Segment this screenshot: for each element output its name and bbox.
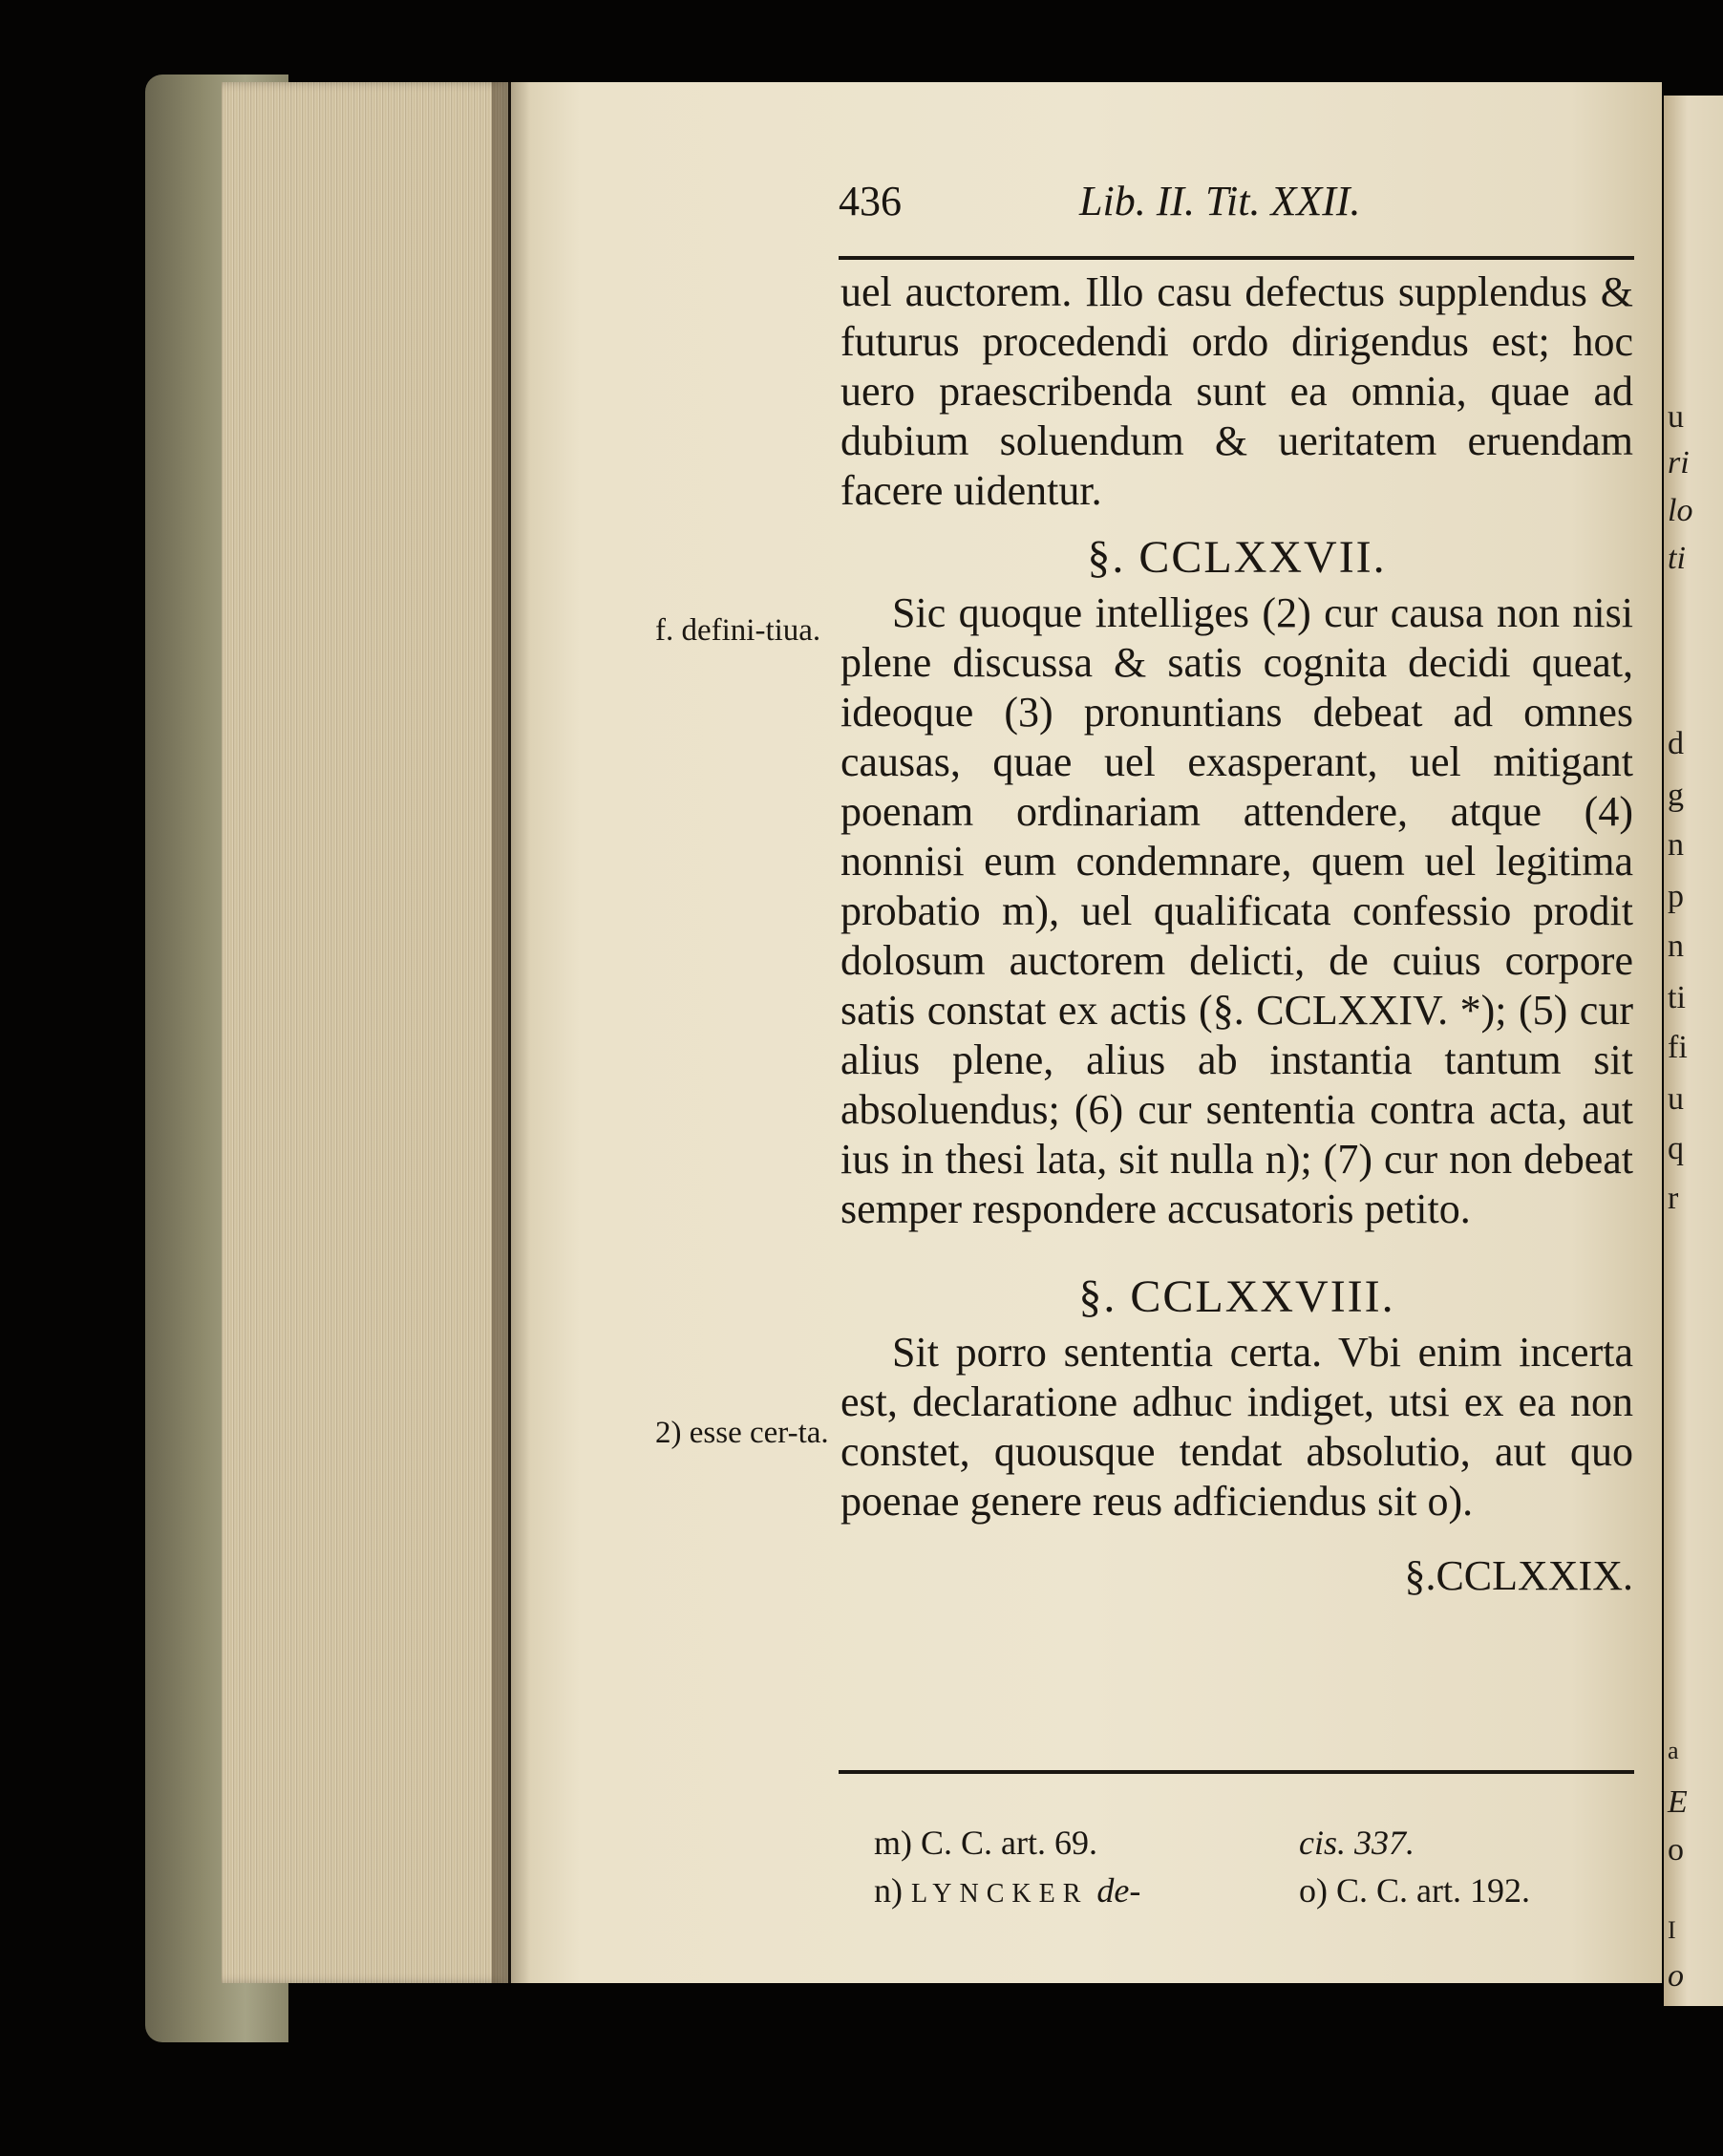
footnote-n (874, 1867, 1140, 1918)
facing-fragment: q (1668, 1131, 1684, 1166)
facing-fragment: g (1668, 778, 1684, 813)
running-head (839, 177, 1631, 234)
footnote-cis: cis. 337. (1299, 1824, 1415, 1862)
facing-fragment: o (1668, 1958, 1684, 1994)
page-number: 436 (839, 178, 902, 224)
footnote-n-prefix: n) (874, 1871, 903, 1910)
facing-fragment: u (1668, 399, 1684, 435)
header-rule (839, 256, 1634, 260)
facing-fragment: d (1668, 726, 1684, 761)
spine-shadow (492, 82, 530, 1983)
paragraph: Sic quoque intelliges (2) cur causa non nisi plene discussa & satis cognita decidi queat, ideoque (3) pronuntians debeat ad omnes causas, quae uel exasperant, uel mitigant poenam ordinariam attendere, atque (4) nonnisi eum condemnare, quem uel legitima probatio m), uel qualificata confessio prodit dolosum auctorem delicti, de cuius corpore satis constat ex actis (§. CCLXXIV. *); (5) cur alius plene, alius ab instantia tantum sit absoluendus; (6) cur sententia contra acta, aut ius in thesi lata, sit nulla n); (7) cur non debeat semper respondere accusatoris petito. (840, 589, 1633, 1232)
catchword: §.CCLXXIX. (1404, 1552, 1633, 1599)
facing-fragment: n (1668, 929, 1684, 964)
footnote-n-author: LYNCKER (911, 1879, 1089, 1909)
margin-note: 2) esse cer-ta. (655, 1416, 829, 1450)
section-heading: §. CCLXXVIII. (1078, 1271, 1395, 1322)
facing-page-edge (1664, 96, 1723, 2006)
running-title: Lib. II. Tit. XXII. (1079, 178, 1361, 224)
page-block-edges (222, 82, 508, 1983)
facing-fragment: ti (1668, 980, 1686, 1015)
facing-fragment: o (1668, 1832, 1684, 1868)
facing-fragment: I (1668, 1916, 1676, 1944)
facing-fragment: p (1668, 879, 1684, 914)
main-text (840, 267, 1633, 1601)
facing-fragment: u (1668, 1081, 1684, 1117)
footnote-row (874, 1867, 1638, 1914)
section-heading: §. CCLXXVII. (1087, 532, 1387, 583)
facing-fragment: n (1668, 827, 1684, 863)
footnotes (874, 1819, 1638, 1914)
footnote-m: m) C. C. art. 69. (874, 1824, 1097, 1862)
footnote-n-suffix: de- (1096, 1871, 1141, 1910)
paragraph: Sit porro sententia certa. Vbi enim incerta est, declaratione adhuc indiget, utsi ex ea non constet, quousque tendat absolutio, aut quo poenae genere reus adficiendus sit o). (840, 1329, 1633, 1525)
footnote-o: o) C. C. art. 192. (1299, 1871, 1530, 1910)
facing-fragment: ri (1668, 445, 1690, 480)
margin-note: f. defini-tiua. (655, 613, 821, 648)
footnote-rule (839, 1770, 1634, 1774)
facing-fragment: ti (1668, 541, 1686, 576)
facing-fragment: fi (1668, 1030, 1688, 1065)
footnote-row (874, 1819, 1638, 1867)
facing-fragment: r (1668, 1181, 1679, 1216)
paragraph-continued: uel auctorem. Illo casu defectus supplendus & futurus procedendi ordo dirigendus est; hoc uero praescribenda sunt ea omnia, quae ad dubium soluendum & ueritatem eruendam facere uidentur. (840, 268, 1633, 514)
facing-fragment: a (1668, 1737, 1679, 1764)
facing-fragment: E (1668, 1784, 1688, 1820)
facing-fragment: lo (1668, 493, 1693, 528)
